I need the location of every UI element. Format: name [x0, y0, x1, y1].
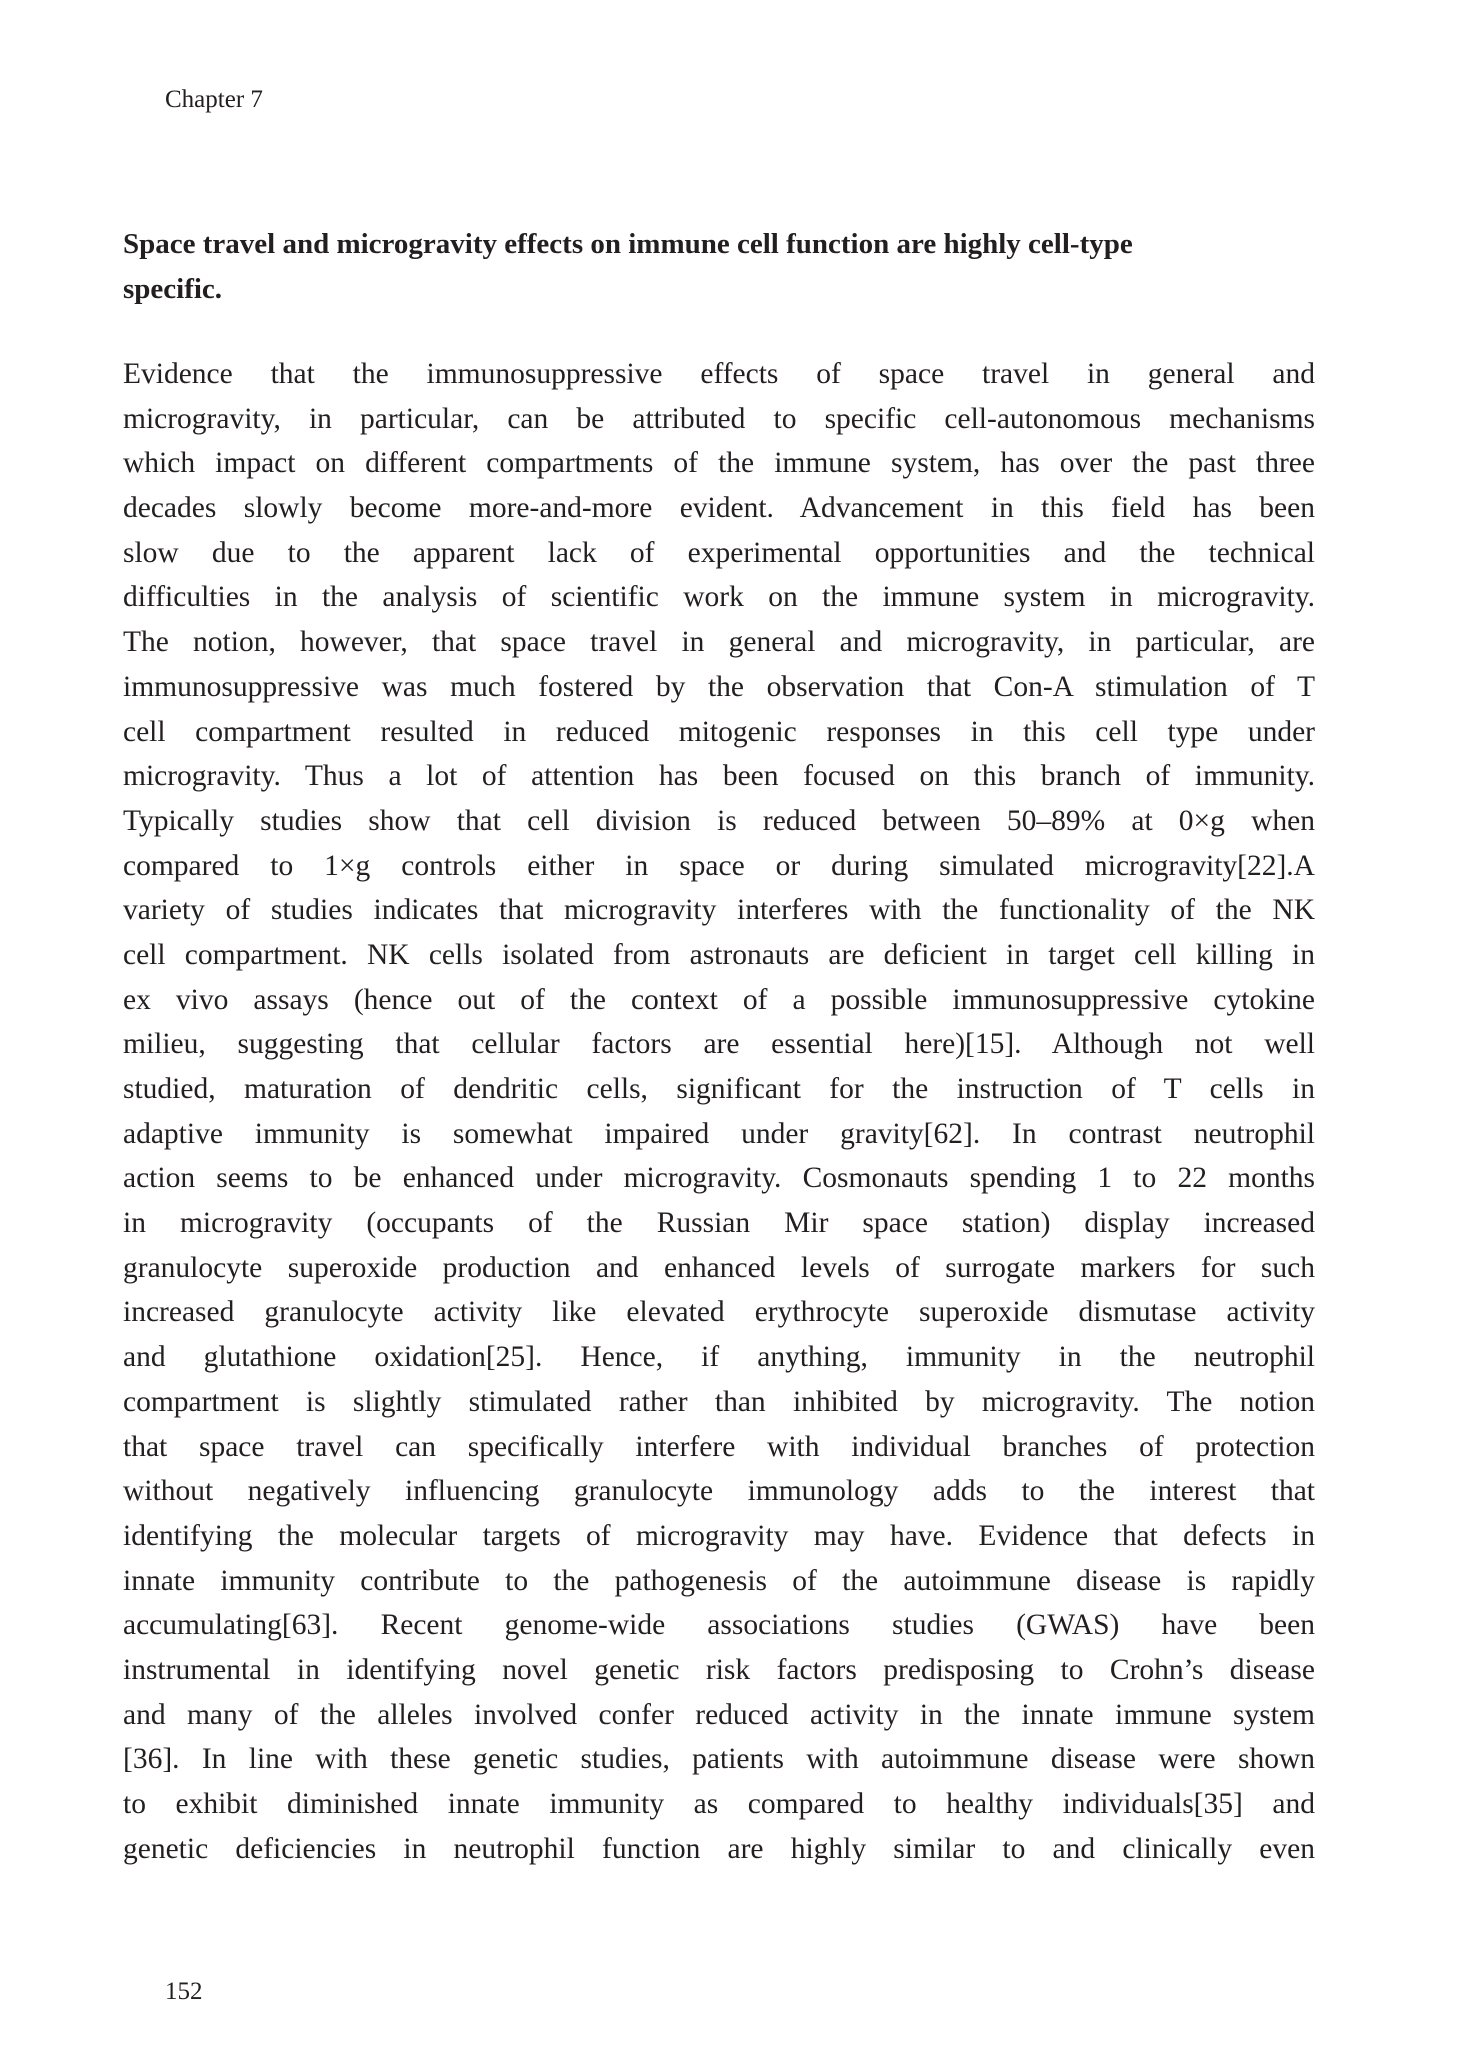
body-line: and glutathione oxidation[25]. Hence, if anything, immunity in the neutrophil: [123, 1341, 1315, 1374]
body-line: and many of the alleles involved confer reduced activity in the innate immune system: [123, 1698, 1315, 1731]
body-line: immunosuppressive was much fostered by the observation that Con-A stimulation of T: [123, 670, 1315, 703]
body-line: identifying the molecular targets of microgravity may have. Evidence that defects in: [123, 1519, 1315, 1552]
body-line: slow due to the apparent lack of experimental opportunities and the technical: [123, 536, 1315, 569]
body-line: variety of studies indicates that microgravity interferes with the functionality of the NK: [123, 894, 1315, 927]
body-paragraph: [123, 352, 1315, 1871]
body-line: instrumental in identifying novel genetic risk factors predisposing to Crohn’s disease: [123, 1653, 1315, 1686]
body-line: that space travel can specifically interfere with individual branches of protection: [123, 1430, 1315, 1463]
body-line: compared to 1×g controls either in space or during simulated microgravity[22].A: [123, 849, 1315, 882]
section-heading: [123, 222, 1323, 312]
body-line: difficulties in the analysis of scientific work on the immune system in microgravity.: [123, 581, 1315, 614]
body-line: studied, maturation of dendritic cells, significant for the instruction of T cells in: [123, 1073, 1315, 1105]
body-line: which impact on different compartments of the immune system, has over the past three: [123, 447, 1315, 480]
body-line: Typically studies show that cell division is reduced between 50–89% at 0×g when: [123, 804, 1315, 837]
page-number: 152: [165, 1978, 203, 2005]
body-line: granulocyte superoxide production and enhanced levels of surrogate markers for such: [123, 1251, 1315, 1284]
body-line: adaptive immunity is somewhat impaired under gravity[62]. In contrast neutrophil: [123, 1117, 1315, 1150]
body-line: Evidence that the immunosuppressive effects of space travel in general and: [123, 358, 1315, 390]
body-line: decades slowly become more-and-more evident. Advancement in this field has been: [123, 492, 1315, 525]
body-line: ex vivo assays (hence out of the context of a possible immunosuppressive cytokine: [123, 983, 1315, 1016]
body-line: compartment is slightly stimulated rather than inhibited by microgravity. The notion: [123, 1385, 1315, 1418]
body-line: action seems to be enhanced under microgravity. Cosmonauts spending 1 to 22 months: [123, 1162, 1315, 1195]
body-line: increased granulocyte activity like elevated erythrocyte superoxide dismutase activity: [123, 1296, 1315, 1329]
body-line: genetic deficiencies in neutrophil function are highly similar to and clinically even: [123, 1832, 1315, 1865]
body-line: cell compartment. NK cells isolated from astronauts are deficient in target cell killing in: [123, 938, 1315, 971]
body-line: microgravity, in particular, can be attributed to specific cell-autonomous mechanisms: [123, 402, 1315, 435]
body-line: to exhibit diminished innate immunity as compared to healthy individuals[35] and: [123, 1788, 1315, 1820]
body-line: in microgravity (occupants of the Russian Mir space station) display increased: [123, 1207, 1315, 1240]
body-line: milieu, suggesting that cellular factors are essential here)[15]. Although not well: [123, 1028, 1315, 1061]
body-line: The notion, however, that space travel in general and microgravity, in particular, are: [123, 626, 1315, 659]
body-line: accumulating[63]. Recent genome-wide associations studies (GWAS) have been: [123, 1609, 1315, 1642]
body-line: innate immunity contribute to the pathogenesis of the autoimmune disease is rapidly: [123, 1564, 1315, 1597]
heading-line: specific.: [123, 273, 223, 305]
body-line: [36]. In line with these genetic studies, patients with autoimmune disease were shown: [123, 1743, 1315, 1776]
body-line: cell compartment resulted in reduced mitogenic responses in this cell type under: [123, 715, 1315, 748]
body-line: without negatively influencing granulocyte immunology adds to the interest that: [123, 1475, 1315, 1508]
running-header: Chapter 7: [165, 86, 263, 113]
body-line: microgravity. Thus a lot of attention has been focused on this branch of immunity.: [123, 760, 1315, 793]
heading-line: Space travel and microgravity effects on immune cell function are highly cell-type: [123, 228, 1133, 260]
